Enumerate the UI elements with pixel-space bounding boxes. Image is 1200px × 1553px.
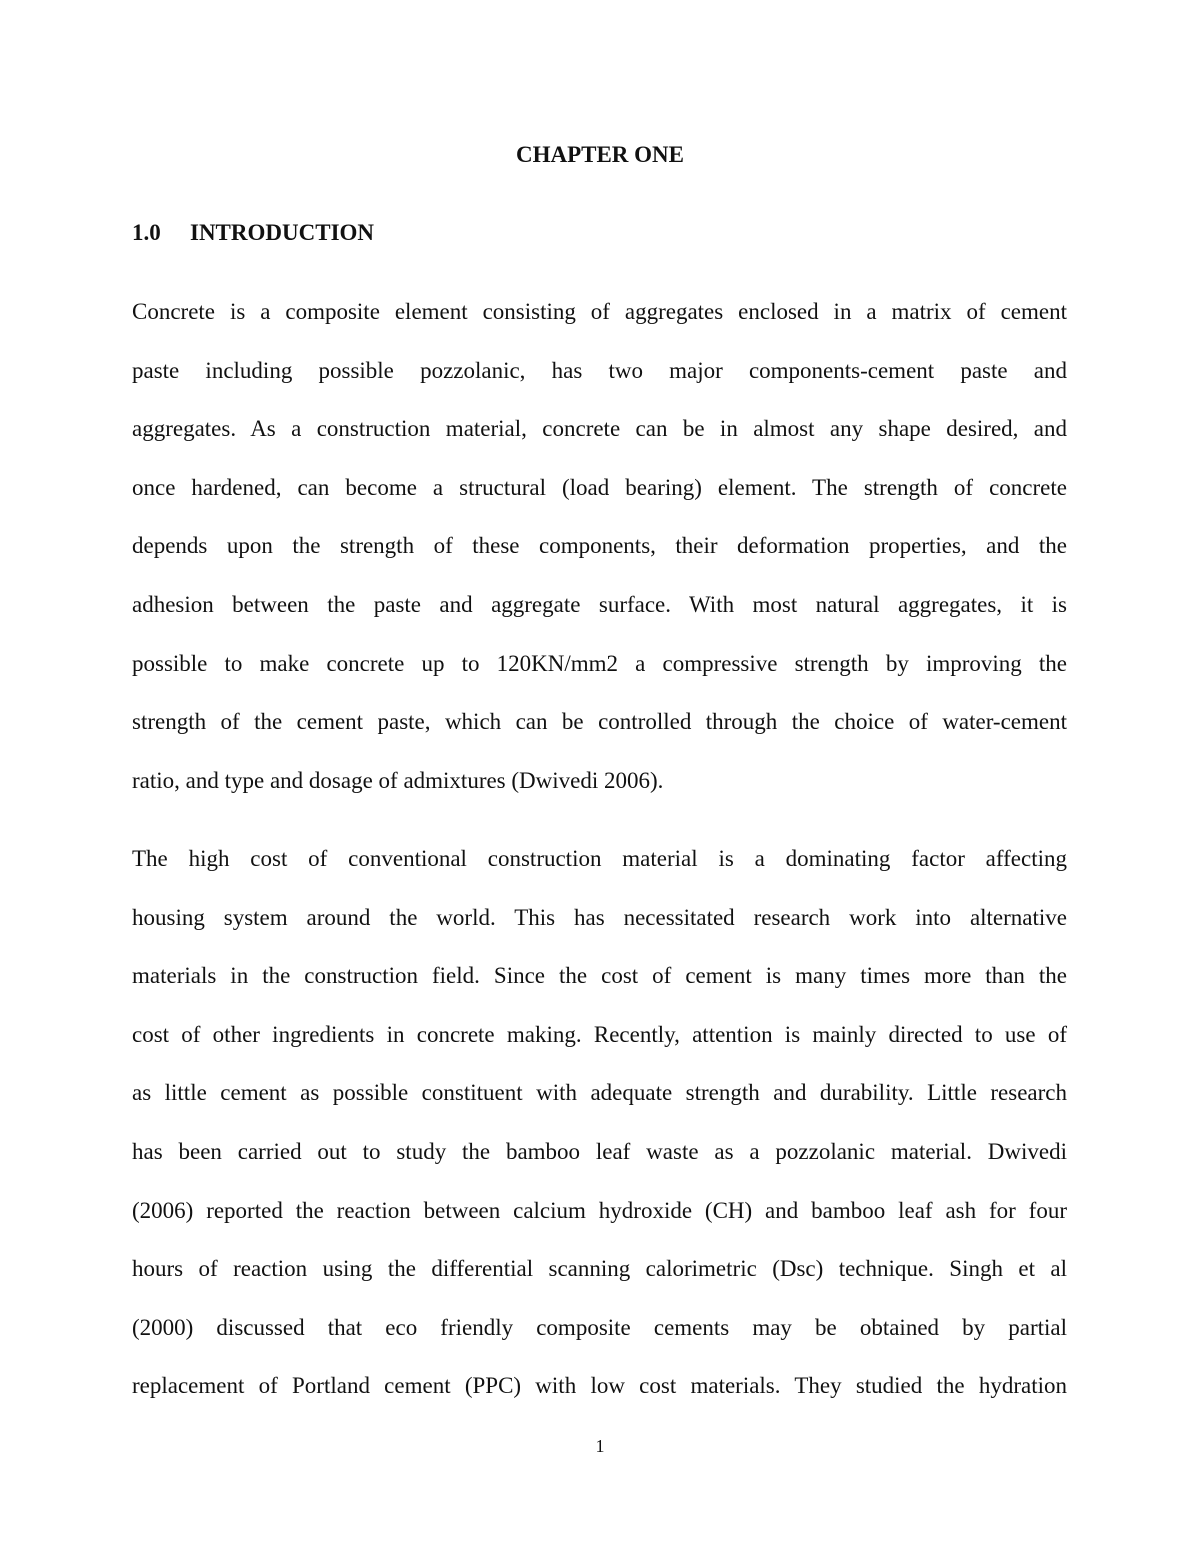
paragraph-line: materials in the construction field. Since the cost of cement is many times more than the bbox=[132, 963, 1067, 989]
paragraph-line: cost of other ingredients in concrete making. Recently, attention is mainly directed to use of bbox=[132, 1021, 1067, 1047]
paragraph-line: possible to make concrete up to 120KN/mm2 a compressive strength by improving the bbox=[132, 650, 1067, 676]
chapter-title: CHAPTER ONE bbox=[515, 142, 685, 167]
paragraph-line: adhesion between the paste and aggregate surface. With most natural aggregates, it is bbox=[132, 591, 1067, 617]
paragraph-line: (2006) reported the reaction between calcium hydroxide (CH) and bamboo leaf ash for four bbox=[132, 1197, 1067, 1223]
paragraph-line: depends upon the strength of these components, their deformation properties, and the bbox=[132, 533, 1067, 559]
paragraph-line: The high cost of conventional construction material is a dominating factor affecting bbox=[132, 846, 1067, 871]
section-heading bbox=[132, 216, 374, 250]
section-number: 1.0 bbox=[132, 220, 161, 245]
paragraph-line: (2000) discussed that eco friendly composite cements may be obtained by partial bbox=[132, 1314, 1067, 1340]
section-title: INTRODUCTION bbox=[190, 220, 375, 245]
page-number: 1 bbox=[595, 1436, 605, 1456]
paragraph-2 bbox=[132, 830, 1067, 1416]
paragraph-line: aggregates. As a construction material, concrete can be in almost any shape desired, and bbox=[132, 416, 1067, 442]
paragraph-line: hours of reaction using the differential scanning calorimetric (Dsc) technique. Singh et al bbox=[132, 1256, 1067, 1282]
paragraph-line: housing system around the world. This has necessitated research work into alternative bbox=[132, 904, 1067, 930]
paragraph-line: as little cement as possible constituent with adequate strength and durability. Little research bbox=[132, 1080, 1067, 1106]
paragraph-line: has been carried out to study the bamboo leaf waste as a pozzolanic material. Dwivedi bbox=[132, 1138, 1067, 1164]
paragraph-line: ratio, and type and dosage of admixtures (Dwivedi 2006). bbox=[132, 767, 664, 793]
paragraph-line: once hardened, can become a structural (load bearing) element. The strength of concrete bbox=[132, 474, 1067, 500]
paragraph-line: replacement of Portland cement (PPC) with low cost materials. They studied the hydration bbox=[132, 1373, 1067, 1399]
paragraph-1 bbox=[132, 283, 1067, 810]
paragraph-line: paste including possible pozzolanic, has two major components-cement paste and bbox=[132, 357, 1067, 383]
paragraph-line: Concrete is a composite element consisting of aggregates enclosed in a matrix of cement bbox=[132, 299, 1067, 324]
paragraph-line: strength of the cement paste, which can be controlled through the choice of water-cement bbox=[132, 709, 1067, 735]
